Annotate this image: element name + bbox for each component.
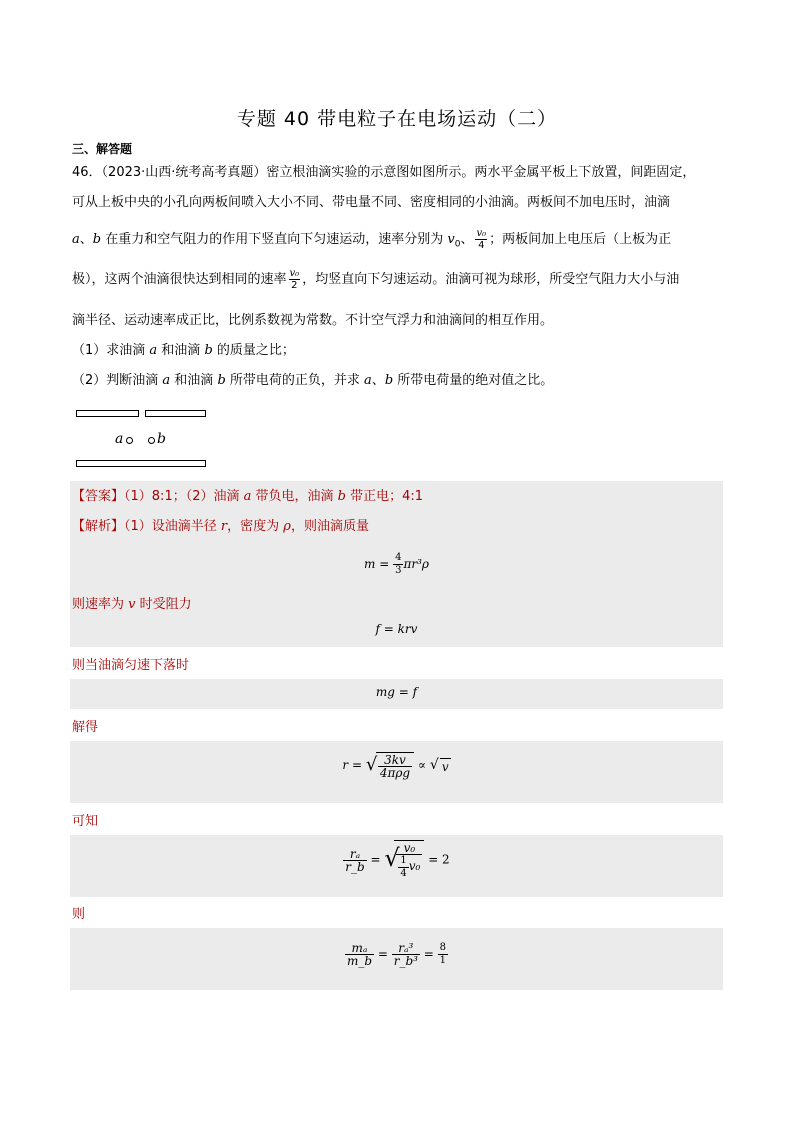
label-solve: 解得 bbox=[72, 720, 99, 735]
drop-b-label: b bbox=[92, 232, 102, 247]
text: 、 bbox=[79, 232, 93, 247]
equation-balance: mg = f bbox=[375, 685, 418, 699]
oil-drop-a bbox=[126, 437, 133, 444]
question-2: （2）判断油滴 a 和油滴 b 所带电荷的正负，并求 a、b 所带电荷量的绝对值之比。 bbox=[72, 373, 554, 388]
label-fall: 则当油滴匀速下落时 bbox=[72, 658, 190, 673]
answer-line: 【答案】（1）8:1；（2）油滴 a 带负电，油滴 b 带正电；4:1 bbox=[72, 489, 424, 504]
text: 在重力和空气阻力的作用下竖直向下匀速运动，速率分别为 bbox=[101, 232, 448, 247]
page-title: 专题 40 带电粒子在电场运动（二） bbox=[236, 108, 558, 130]
equation-mass: m = $\frac{4}{3}$ πr³ρ bbox=[364, 552, 429, 576]
lower-plate bbox=[76, 460, 206, 467]
analysis-line: 【解析】（1）设油滴半径 r，密度为 ρ，则油滴质量 bbox=[72, 519, 369, 534]
v0-symbol: v bbox=[447, 232, 455, 247]
label-know: 可知 bbox=[72, 814, 99, 829]
figure-label-a: a bbox=[115, 431, 124, 447]
equation-mass-ratio: $\frac{\text{mₐ}}{m\_b}$ = $\frac{\text{rₐ³}}{\text{r\_b³}}$ = $\frac{8}{1}$ bbox=[346, 941, 447, 968]
problem-line-3 bbox=[72, 228, 671, 255]
v0-subscript: 0 bbox=[454, 239, 461, 250]
label-speed: 则速率为 v 时受阻力 bbox=[72, 597, 192, 612]
equation-radius-ratio: $\frac{\text{rₐ}}{r\_b}$ = √ v₀ $\frac{1}{4}$ v₀ = 2 bbox=[345, 841, 450, 879]
section-heading: 三、解答题 bbox=[72, 142, 133, 156]
problem-line-4 bbox=[72, 268, 679, 291]
upper-plate-left bbox=[76, 410, 139, 417]
text: 极），这两个油滴很快达到相同的速率 bbox=[72, 272, 287, 287]
equation-drag: f = krv bbox=[375, 622, 418, 636]
text: ，均竖直向下匀速运动。油滴可视为球形，所受空气阻力大小与油 bbox=[302, 272, 680, 287]
text: 、 bbox=[460, 232, 474, 247]
fraction-v0-over-4: $\frac{\text{v₀}}{4}$ bbox=[476, 228, 487, 251]
problem-line-1: 46．（2023·山西·统考高考真题）密立根油滴实验的示意图如图所示。两水平金属平板上下放置，间距固定， bbox=[72, 165, 696, 180]
question-1: （1）求油滴 a 和油滴 b 的质量之比； bbox=[72, 343, 295, 358]
problem-line-2: 可从上板中央的小孔向两板间喷入大小不同、带电量不同、密度相同的小油滴。两板间不加电压时，油滴 bbox=[72, 195, 671, 210]
label-then: 则 bbox=[72, 907, 86, 922]
fraction-v0-over-2: $\frac{\text{v₀}}{2}$ bbox=[289, 268, 300, 291]
equation-radius: r = √ $\frac{3kv}{\text{4πρg}}$ ∝ √ v bbox=[342, 753, 449, 780]
text: ；两板间加上电压后（上板为正 bbox=[489, 232, 672, 247]
drop-a-label: a bbox=[72, 232, 80, 247]
upper-plate-right bbox=[145, 410, 206, 417]
figure-label-b: b bbox=[157, 431, 166, 447]
problem-line-5: 滴半径、运动速率成正比，比例系数视为常数。不计空气浮力和油滴间的相互作用。 bbox=[72, 313, 554, 328]
oil-drop-b bbox=[148, 437, 155, 444]
